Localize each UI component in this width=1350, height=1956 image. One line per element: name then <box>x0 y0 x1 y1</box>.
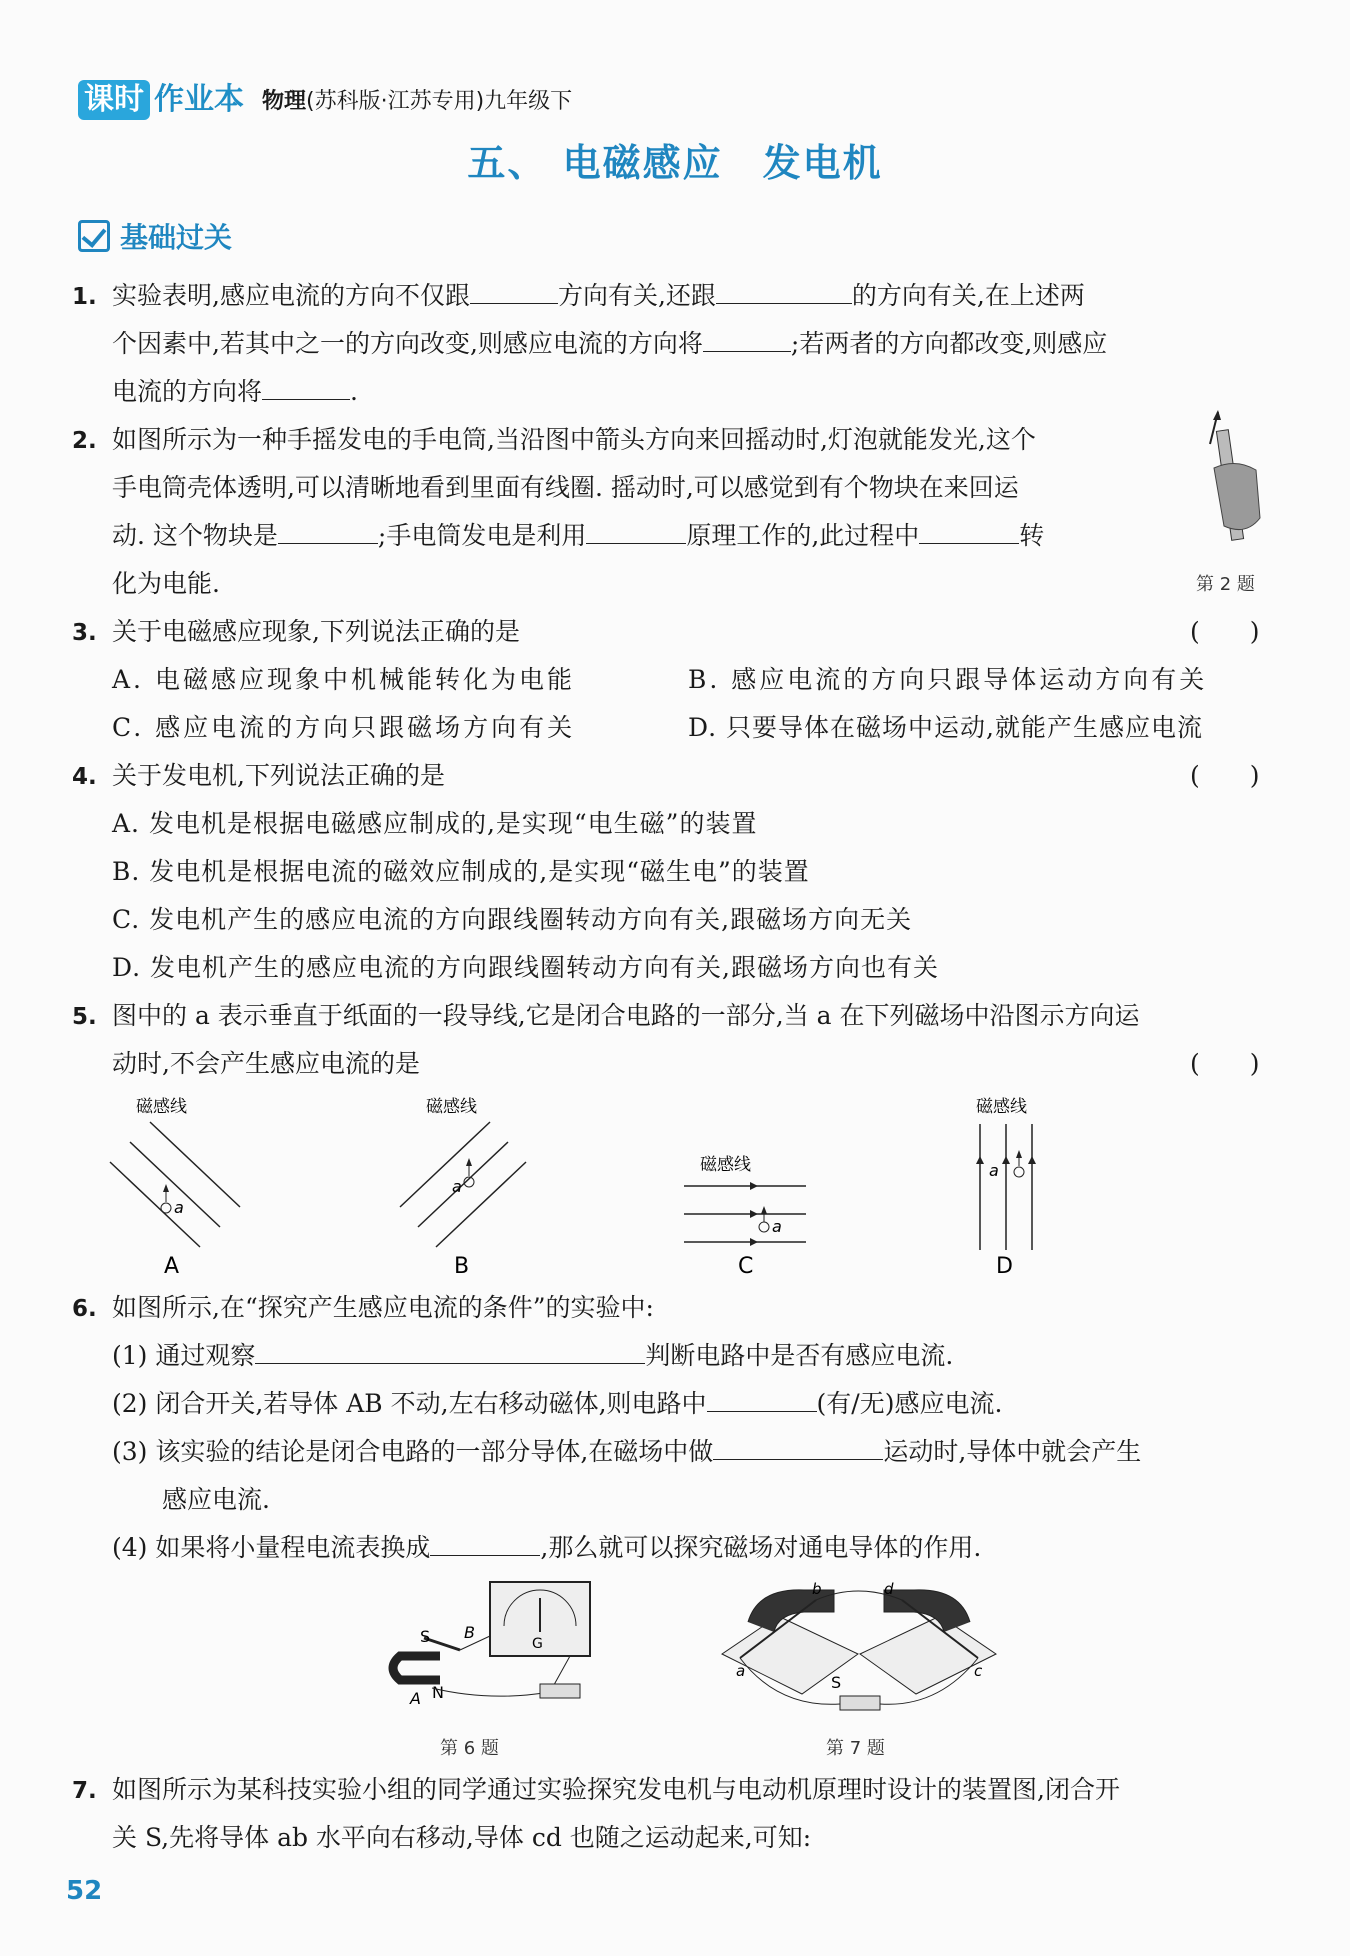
galvanometer-label: G <box>532 1636 543 1652</box>
field-label: 磁感线 <box>700 1155 751 1175</box>
q4-option-b: B. 发电机是根据电流的磁效应制成的,是实现“磁生电”的装置 <box>112 857 810 886</box>
diagram-a <box>110 1097 240 1279</box>
q7-line2: 关 S,先将导体 ab 水平向右移动,导体 cd 也随之运动起来,可知: <box>112 1823 812 1852</box>
field-line <box>150 1122 240 1207</box>
label-c: c <box>974 1662 983 1680</box>
q6-part3 <box>112 1432 1141 1468</box>
answer-paren[interactable]: ( ) <box>1190 1049 1260 1078</box>
wire-label: a <box>772 1217 782 1236</box>
switch <box>540 1684 580 1698</box>
question-number: 5. <box>72 1004 97 1030</box>
option-label[interactable]: C <box>738 1254 754 1279</box>
option-label[interactable]: B <box>454 1254 470 1279</box>
q2-line4: 化为电能. <box>112 569 220 598</box>
label-a: A <box>410 1689 421 1708</box>
text: 如图所示为一种手摇发电的手电筒,当沿图中箭头方向来回摇动时,灯泡就能发光,这个 <box>112 425 1036 454</box>
header-subject: 物理 <box>262 89 307 114</box>
text: (2) 闭合开关,若导体 AB 不动,左右移动磁体,则电路中 <box>112 1389 707 1418</box>
text: 实验表明,感应电流的方向不仅跟 <box>112 281 470 310</box>
field-line <box>436 1162 526 1247</box>
diagram-d <box>976 1097 1036 1279</box>
option-label[interactable]: D <box>996 1254 1013 1279</box>
q2-line1 <box>72 420 1036 456</box>
text: 原理工作的,此过程中 <box>686 521 920 550</box>
header-subtitle <box>262 84 572 120</box>
figure-7-apparatus <box>718 1576 1000 1726</box>
q5-line2: 动时,不会产生感应电流的是 <box>112 1049 420 1078</box>
text: ;若两者的方向都改变,则感应 <box>790 329 1108 358</box>
answer-blank[interactable] <box>919 521 1019 544</box>
text: 如图所示,在“探究产生感应电流的条件”的实验中: <box>112 1293 654 1322</box>
figure-6-apparatus <box>380 1576 610 1716</box>
wire-a <box>1014 1167 1024 1177</box>
flashlight-figure <box>1196 408 1266 548</box>
q1-line1 <box>72 276 1085 312</box>
label-b: b <box>812 1580 822 1598</box>
text: 判断电路中是否有感应电流. <box>645 1341 954 1370</box>
label-s: S <box>420 1627 431 1646</box>
q6-part2 <box>112 1384 1002 1420</box>
q3-stem <box>72 612 520 648</box>
answer-blank[interactable] <box>278 521 378 544</box>
q1-line2 <box>112 324 1107 360</box>
wire-a <box>161 1203 171 1213</box>
answer-blank[interactable] <box>707 1389 817 1412</box>
figure-7-caption: 第 7 题 <box>826 1738 885 1759</box>
q3-option-c: C. 感应电流的方向只跟磁场方向有关 <box>112 713 576 742</box>
text: (有/无)感应电流. <box>816 1389 1003 1418</box>
wire-label: a <box>452 1177 462 1196</box>
q5-line1 <box>72 996 1140 1032</box>
label-d: d <box>884 1580 894 1598</box>
label-s: S <box>831 1673 842 1692</box>
page-number: 52 <box>66 1876 103 1906</box>
text: (4) 如果将小量程电流表换成 <box>112 1533 431 1562</box>
q2-line2: 手电筒壳体透明,可以清晰地看到里面有线圈. 摇动时,可以感觉到有个物块在来回运 <box>112 473 1019 502</box>
text: 方向有关,还跟 <box>557 281 716 310</box>
field-line <box>418 1142 508 1227</box>
q4-option-a: A. 发电机是根据电磁感应制成的,是实现“电生磁”的装置 <box>112 809 758 838</box>
section-title: 基础过关 <box>120 221 233 254</box>
brand-logo-part1: 课时 <box>78 80 150 120</box>
field-line <box>400 1122 490 1207</box>
text: (3) 该实验的结论是闭合电路的一部分导体,在磁场中做 <box>112 1437 714 1466</box>
text: 关于电磁感应现象,下列说法正确的是 <box>112 617 520 646</box>
q1-line3 <box>112 372 358 408</box>
question-number: 2. <box>72 428 97 454</box>
q2-line3 <box>112 516 1044 552</box>
wire-a <box>759 1222 769 1232</box>
checkbox-icon <box>78 220 110 252</box>
question-number: 4. <box>72 764 97 790</box>
answer-blank[interactable] <box>586 521 686 544</box>
answer-blank[interactable] <box>262 377 350 400</box>
q3-option-a: A. 电磁感应现象中机械能转化为电能 <box>112 665 575 694</box>
label-n: N <box>432 1683 444 1702</box>
q6-stem <box>72 1288 654 1324</box>
header-edition: (苏科版·江苏专用)九年级下 <box>306 89 573 114</box>
field-line <box>110 1162 200 1247</box>
option-label[interactable]: A <box>164 1254 180 1279</box>
q7-line1 <box>72 1770 1120 1806</box>
q6-part1 <box>112 1336 953 1372</box>
figure-2-caption: 第 2 题 <box>1196 574 1255 595</box>
question-number: 6. <box>72 1296 97 1322</box>
answer-blank[interactable] <box>713 1437 883 1460</box>
text: 如图所示为某科技实验小组的同学通过实验探究发电机与电动机原理时设计的装置图,闭合开 <box>112 1775 1120 1804</box>
question-number: 7. <box>72 1778 97 1804</box>
answer-blank[interactable] <box>716 281 852 304</box>
text: 关于发电机,下列说法正确的是 <box>112 761 445 790</box>
question-number: 3. <box>72 620 97 646</box>
field-label: 磁感线 <box>426 1097 477 1117</box>
q4-option-d: D. 发电机产生的感应电流的方向跟线圈转动方向有关,跟磁场方向也有关 <box>112 953 939 982</box>
q5-field-diagrams <box>100 1092 1280 1284</box>
section-heading <box>78 216 232 256</box>
answer-blank[interactable] <box>430 1533 540 1556</box>
answer-paren[interactable]: ( ) <box>1190 617 1260 646</box>
answer-paren[interactable]: ( ) <box>1190 761 1260 790</box>
diagram-b <box>400 1097 526 1279</box>
text: ;手电筒发电是利用 <box>377 521 587 550</box>
text: 图中的 a 表示垂直于纸面的一段导线,它是闭合电路的一部分,当 a 在下列磁场中沿图示方向运 <box>112 1001 1140 1030</box>
q3-option-d: D. 只要导体在磁场中运动,就能产生感应电流 <box>688 713 1203 742</box>
q4-stem <box>72 756 445 792</box>
q6-part3-cont: 感应电流. <box>162 1485 270 1514</box>
text: ,那么就可以探究磁场对通电导体的作用. <box>540 1533 982 1562</box>
wire-label: a <box>174 1198 184 1217</box>
diagram-c <box>684 1155 806 1279</box>
u-magnet <box>393 1656 440 1680</box>
brand-logo-part2: 作业本 <box>154 82 244 117</box>
answer-blank[interactable] <box>470 281 558 304</box>
page-title: 五、 电磁感应 发电机 <box>467 141 883 185</box>
field-label: 磁感线 <box>136 1097 187 1117</box>
q4-option-c: C. 发电机产生的感应电流的方向跟线圈转动方向有关,跟磁场方向无关 <box>112 905 913 934</box>
figure-6-caption: 第 6 题 <box>440 1738 499 1759</box>
answer-blank[interactable] <box>255 1341 645 1364</box>
answer-blank[interactable] <box>703 329 791 352</box>
text: 转 <box>1019 521 1045 550</box>
text: 运动时,导体中就会产生 <box>883 1437 1142 1466</box>
question-number: 1. <box>72 284 97 310</box>
q3-option-b: B. 感应电流的方向只跟导体运动方向有关 <box>688 665 1208 694</box>
text: 的方向有关,在上述两 <box>851 281 1085 310</box>
wire-label: a <box>989 1161 999 1180</box>
text: . <box>350 377 358 406</box>
text: 动. 这个物块是 <box>112 521 278 550</box>
text: (1) 通过观察 <box>112 1341 256 1370</box>
text: 电流的方向将 <box>112 377 263 406</box>
text: 个因素中,若其中之一的方向改变,则感应电流的方向将 <box>112 329 703 358</box>
label-a: a <box>736 1662 746 1680</box>
q6-part4 <box>112 1528 981 1564</box>
page-header <box>78 74 572 120</box>
field-label: 磁感线 <box>976 1097 1027 1117</box>
arrow-head <box>1213 410 1221 420</box>
hand-drawing <box>1214 463 1260 529</box>
label-b: B <box>464 1623 475 1642</box>
switch <box>840 1696 880 1710</box>
